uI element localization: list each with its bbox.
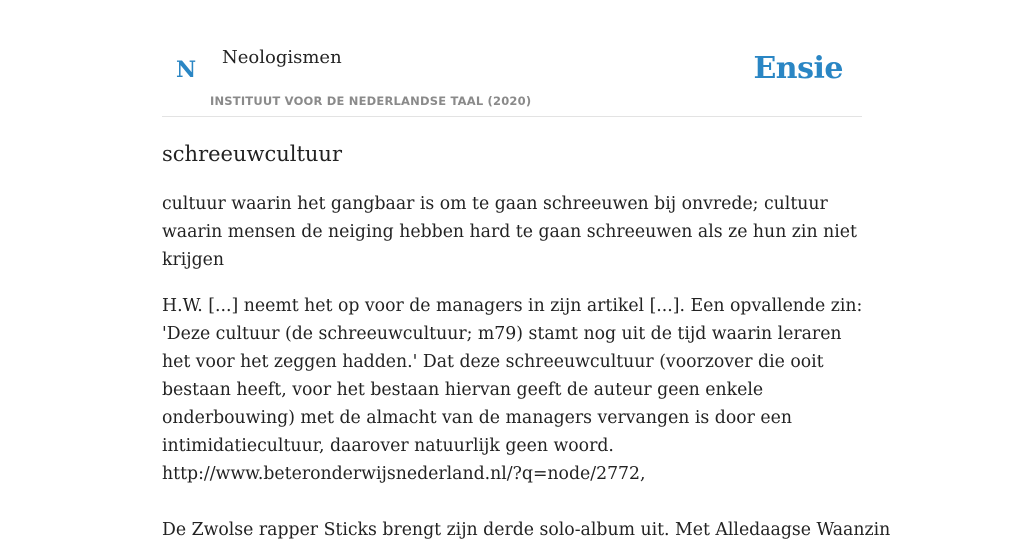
entry-example [162,292,867,488]
entry-content [162,136,891,544]
source-name-link[interactable]: Neologismen [222,47,342,68]
example-source-link[interactable]: http://www.beteronderwijsnederland.nl/?q=node/2772, [162,464,646,484]
source-logo-letter: N [176,57,197,83]
entry-example: De Zwolse rapper Sticks brengt zijn derde solo-album uit. Met Alledaagse Waanzin [162,520,891,540]
example-quote: H.W. [...] neemt het op voor de managers in zijn artikel [...]. Een opvallende zin: 'Deze cultuur (de schreeuwcultuur; m79) stamt nog uit de tijd waarin leraren het voor het zeggen hadden.' Dat deze schreeuwcultuur (voorzover die ooit bestaan heeft, voor het bestaan hiervan geeft de auteur geen enkele onderbouwing) met de almacht van de managers vervangen is door een intimidatiecultuur, daarover natuurlijk geen woord. [162,296,863,456]
dictionary-header [162,0,862,117]
entry-term: schreeuwcultuur [162,142,342,166]
source-subtitle: INSTITUUT VOOR DE NEDERLANDSE TAAL (2020) [210,94,532,108]
ensie-logo[interactable]: Ensie [753,51,843,86]
entry-definition: cultuur waarin het gangbaar is om te gaan schreeuwen bij onvrede; cultuur waarin mensen de neiging hebben hard te gaan schreeuwen als ze hun zin niet krijgen [162,194,857,270]
